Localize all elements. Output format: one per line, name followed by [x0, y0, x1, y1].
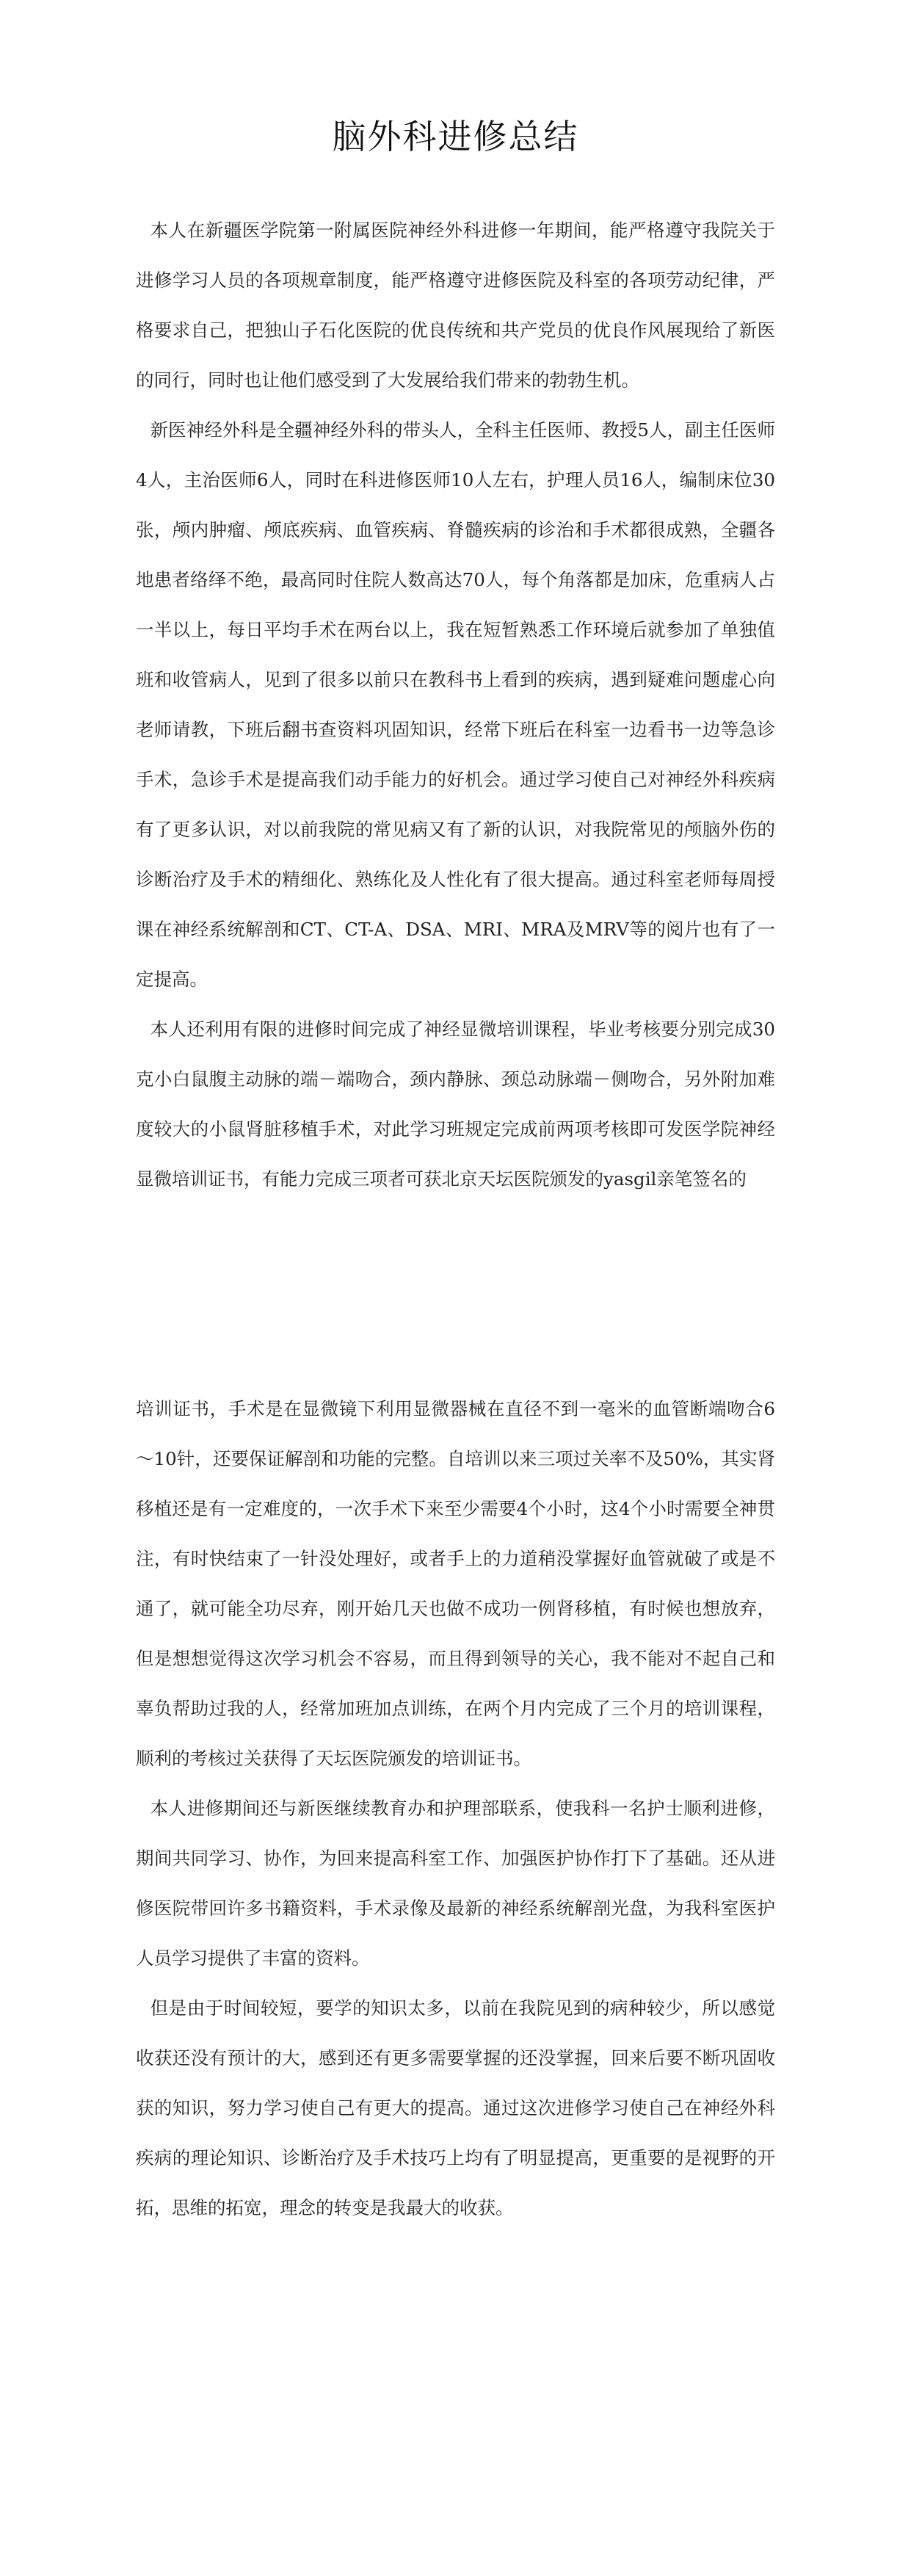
body-text-section-2	[136, 1384, 775, 2233]
paragraph-nursing: 本人进修期间还与新医继续教育办和护理部联系，使我科一名护士顺利进修，期间共同学习、协作，为回来提高科室工作、加强医护协作打下了基础。还从进修医院带回许多书籍资料，手术录像及最新的神经系统解剖光盘，为我科室医护人员学习提供了丰富的资料。	[136, 1798, 775, 1969]
body-text-section-1	[136, 206, 775, 1204]
paragraph-intro: 本人在新疆医学院第一附属医院神经外科进修一年期间，能严格遵守我院关于进修学习人员的各项规章制度，能严格遵守进修医院及科室的各项劳动纪律，严格要求自己，把独山子石化医院的优良传统和共产党员的优良作风展现给了新医的同行，同时也让他们感受到了大发展给我们带来的勃勃生机。	[136, 220, 775, 391]
paragraph-department: 新医神经外科是全疆神经外科的带头人，全科主任医师、教授5人，副主任医师4人，主治医师6人，同时在科进修医师10人左右，护理人员16人，编制床位30张，颅内肿瘤、颅底疾病、血管疾病、脊髓疾病的诊治和手术都很成熟，全疆各地患者络绎不绝，最高同时住院人数高达70人，每个角落都是加床，危重病人占一半以上，每日平均手术在两台以上，我在短暂熟悉工作环境后就参加了单独值班和收管病人，见到了很多以前只在教科书上看到的疾病，遇到疑难问题虚心向老师请教，下班后翻书查资料巩固知识，经常下班后在科室一边看书一边等急诊手术，急诊手术是提高我们动手能力的好机会。通过学习使自己对神经外科疾病有了更多认识，对以前我院的常见病又有了新的认识，对我院常见的颅脑外伤的诊断治疗及手术的精细化、熟练化及人性化有了很大提高。通过科室老师每周授课在神经系统解剖和CT、CT-A、DSA、MRI、MRA及MRV等的阅片也有了一定提高。	[136, 419, 775, 990]
paragraph-certificate: 培训证书，手术是在显微镜下利用显微器械在直径不到一毫米的血管断端吻合6～10针，还要保证解剖和功能的完整。自培训以来三项过关率不及50%，其实肾移植还是有一定难度的，一次手术下来至少需要4个小时，这4个小时需要全神贯注，有时快结束了一针没处理好，或者手上的力道稍没掌握好血管就破了或是不通了，就可能全功尽弃，刚开始几天也做不成功一例肾移植，有时候也想放弃，但是想想觉得这次学习机会不容易，而且得到领导的关心，我不能对不起自己和辜负帮助过我的人，经常加班加点训练，在两个月内完成了三个月的培训课程，顺利的考核过关获得了天坛医院颁发的培训证书。	[136, 1398, 775, 1769]
paragraph-microsurgery: 本人还利用有限的进修时间完成了神经显微培训课程，毕业考核要分别完成30克小白鼠腹主动脉的端－端吻合，颈内静脉、颈总动脉端－侧吻合，另外附加难度较大的小鼠肾脏移植手术，对此学习班规定完成前两项考核即可发医学院神经显微培训证书，有能力完成三项者可获北京天坛医院颁发的yasgil亲笔签名的	[136, 1019, 775, 1190]
page-title: 脑外科进修总结	[332, 117, 579, 156]
paragraph-conclusion: 但是由于时间较短，要学的知识太多，以前在我院见到的病种较少，所以感觉收获还没有预计的大，感到还有更多需要掌握的还没掌握，回来后要不断巩固收获的知识，努力学习使自己有更大的提高。通过这次进修学习使自己在神经外科疾病的理论知识、诊断治疗及手术技巧上均有了明显提高，更重要的是视野的开拓，思维的拓宽，理念的转变是我最大的收获。	[136, 1997, 775, 2218]
